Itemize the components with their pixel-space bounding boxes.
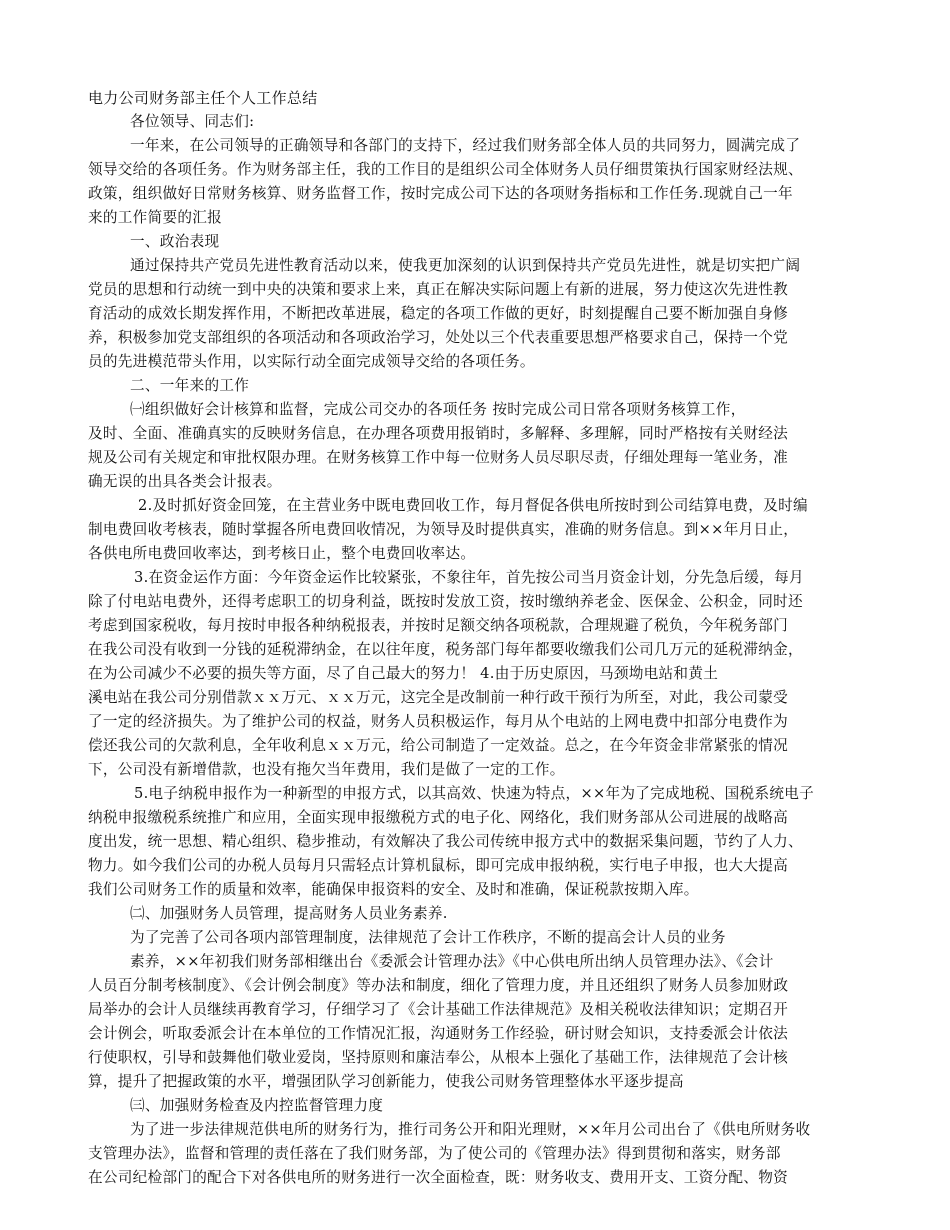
- paragraph-line: 除了付电站电费外，还得考虑职工的切身利益，既按时发放工资，按时缴纳养老金、医保金、公积金，同时还: [88, 593, 803, 610]
- paragraph-line: 及时、全面、准确真实的反映财务信息，在办理各项费用报销时，多解释、多理解，同时严格按有关财经法: [88, 425, 789, 442]
- paragraph-line: 规及公司有关规定和审批权限办理。在财务核算工作中每一位财务人员尽职尽责，仔细处理每一笔业务，准: [88, 449, 789, 466]
- paragraph-line: 5.电子纳税申报作为一种新型的申报方式，以其高效、快速为特点，××年为了完成地税、国税系统电子: [134, 785, 815, 802]
- paragraph-line: 政策，组织做好日常财务核算、财务监督工作，按时完成公司下达的各项财务指标和工作任务.现就自己一年: [88, 185, 793, 202]
- salutation: 各位领导、同志们:: [130, 113, 255, 130]
- section-heading: 二、一年来的工作: [130, 377, 250, 394]
- paragraph-line: 会计例会，听取委派会计在本单位的工作情况汇报，沟通财务工作经验，研讨财会知识，支持委派会计依法: [88, 1025, 789, 1042]
- subsection-heading: ㈠组织做好会计核算和监督，完成公司交办的各项任务 按时完成公司日常各项财务核算工作，: [130, 401, 746, 418]
- document-title: 电力公司财务部主任个人工作总结: [88, 89, 318, 107]
- paragraph-line: 纳税申报缴税系统推广和应用，全面实现申报缴税方式的电子化、网络化，我们财务部从公司进展的战略高: [88, 809, 789, 826]
- paragraph-line: 3.在资金运作方面：今年资金运作比较紧张，不象往年，首先按公司当月资金计划，分先急后缓，每月: [134, 569, 804, 586]
- paragraph-line: 溪电站在我公司分别借款ｘｘ万元、ｘｘ万元，这完全是改制前一种行政干预行为所至，对此，我公司蒙受: [88, 689, 789, 706]
- paragraph-line: 度出发，统一思想、精心组织、稳步推动，有效解决了我公司传统申报方式中的数据采集问题，节约了人力、: [88, 833, 803, 850]
- paragraph-line: 物力。如今我们公司的办税人员每月只需轻点计算机鼠标，即可完成申报纳税，实行电子申报，也大大提高: [88, 857, 789, 874]
- paragraph-line: 党员的思想和行动统一到中央的决策和要求上来，真正在解决实际问题上有新的进展，努力使这次先进性教: [88, 281, 789, 298]
- paragraph-line: 在为公司减少不必要的损失等方面，尽了自己最大的努力！ 4.由于历史原因，马颈坳电站和黄土: [88, 665, 719, 682]
- paragraph-line: 偿还我公司的欠款利息，全年收利息ｘｘ万元，给公司制造了一定效益。总之，在今年资金非常紧张的情况: [88, 737, 789, 754]
- paragraph-line: 行使职权，引导和鼓舞他们敬业爱岗，坚持原则和廉洁奉公，从根本上强化了基础工作，法律规范了会计核: [88, 1049, 789, 1066]
- paragraph-line: 在公司纪检部门的配合下对各供电所的财务进行一次全面检查，既：财务收支、费用开支、工资分配、物资: [88, 1169, 789, 1186]
- paragraph-line: 在我公司没有收到一分钱的延税滞纳金，在以往年度，税务部门每年都要收缴我们公司几万元的延税滞纳金，: [88, 641, 803, 658]
- paragraph-line: 通过保持共产党员先进性教育活动以来，使我更加深刻的认识到保持共产党员先进性，就是切实把广阔: [130, 257, 801, 274]
- paragraph-line: 我们公司财务工作的质量和效率，能确保申报资料的安全、及时和准确，保证税款按期入库。: [88, 881, 699, 898]
- section-heading: 一、政治表现: [130, 233, 220, 250]
- paragraph-line: 确无误的出具各类会计报表。: [88, 473, 282, 490]
- paragraph-line: 局举办的会计人员继续再教育学习，仔细学习了《会计基础工作法律规范》及相关税收法律知识；定期召开: [88, 1001, 789, 1018]
- paragraph-line: 为了完善了公司各项内部管理制度，法律规范了会计工作秩序，不断的提高会计人员的业务: [130, 929, 726, 946]
- paragraph-line: 员的先进模范带头作用，以实际行动全面完成领导交给的各项任务。: [88, 353, 535, 370]
- paragraph-line: 人员百分制考核制度》、《会计例会制度》等办法和制度，细化了管理力度，并且还组织了财务人员参加财政: [88, 977, 789, 994]
- subsection-heading: ㈢、加强财务检查及内控监督管理力度: [130, 1097, 384, 1114]
- paragraph-line: 育活动的成效长期发挥作用，不断把改革进展，稳定的各项工作做的更好，时刻提醒自己要不断加强自身修: [88, 305, 789, 322]
- paragraph-line: 算，提升了把握政策的水平，增强团队学习创新能力，使我公司财务管理整体水平逐步提高: [88, 1073, 684, 1090]
- paragraph-line: 2.及时抓好资金回笼，在主营业务中既电费回收工作，每月督促各供电所按时到公司结算电费，及时编: [138, 497, 808, 514]
- paragraph-line: 一年来，在公司领导的正确领导和各部门的支持下，经过我们财务部全体人员的共同努力，圆满完成了: [130, 137, 801, 154]
- paragraph-line: 制电费回收考核表，随时掌握各所电费回收情况，为领导及时提供真实，准确的财务信息。到××年月日止，: [88, 521, 799, 538]
- paragraph-line: 为了进一步法律规范供电所的财务行为，推行司务公开和阳光理财，××年月公司出台了《供电所财务收: [130, 1121, 811, 1138]
- subsection-heading: ㈡、加强财务人员管理，提高财务人员业务素养.: [130, 905, 448, 922]
- paragraph-line: 领导交给的各项任务。作为财务部主任，我的工作目的是组织公司全体财务人员仔细贯策执行国家财经法规、: [88, 161, 803, 178]
- paragraph-line: 养，积极参加党支部组织的各项活动和各项政治学习，处处以三个代表重要思想严格要求自己，保持一个党: [88, 329, 789, 346]
- paragraph-line: 支管理办法》，监督和管理的责任落在了我们财务部，为了使公司的《管理办法》得到贯彻和落实，财务部: [88, 1145, 781, 1162]
- document-body: [88, 86, 860, 1190]
- paragraph-line: 考虑到国家税收，每月按时申报各种纳税报表，并按时足额交纳各项税款，合理规避了税负，今年税务部门: [88, 617, 789, 634]
- paragraph-line: 下，公司没有新增借款，也没有拖欠当年费用，我们是做了一定的工作。: [88, 761, 565, 778]
- paragraph-line: 各供电所电费回收率达，到考核日止，整个电费回收率达。: [88, 545, 476, 562]
- paragraph-line: 素养，××年初我们财务部相继出台《委派会计管理办法》《中心供电所出纳人员管理办法》、《会计: [130, 953, 774, 970]
- paragraph-line: 来的工作简要的汇报: [88, 209, 223, 226]
- paragraph-line: 了一定的经济损失。为了维护公司的权益，财务人员积极运作，每月从个电站的上网电费中扣部分电费作为: [88, 713, 789, 730]
